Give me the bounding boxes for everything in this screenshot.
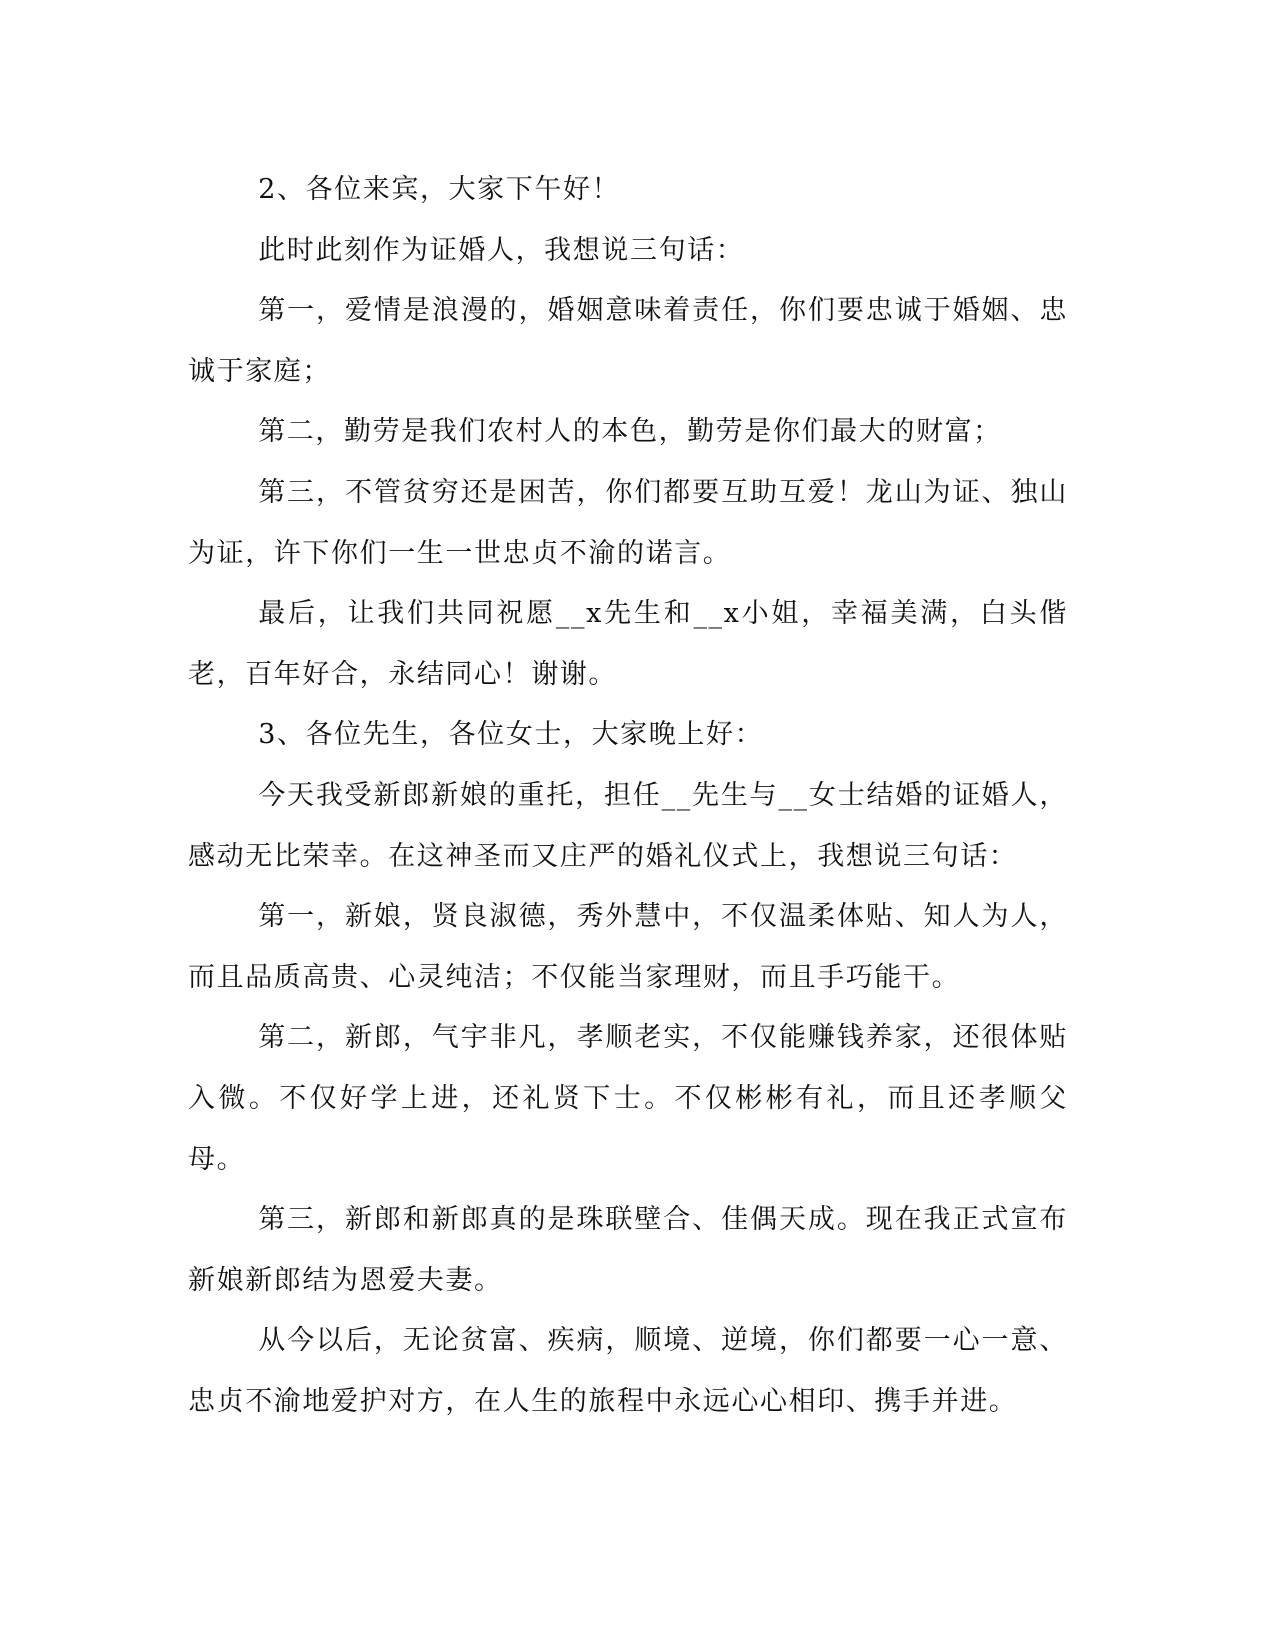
paragraph: 今天我受新郎新娘的重托，担任__先生与__女士结婚的证婚人，感动无比荣幸。在这神圣而又庄严的婚礼仪式上，我想说三句话：	[188, 779, 1068, 872]
paragraph: 第一，新娘，贤良淑德，秀外慧中，不仅温柔体贴、知人为人，而且品质高贵、心灵纯洁；不仅能当家理财，而且手巧能干。	[188, 901, 1068, 993]
paragraph: 2、各位来宾，大家下午好！	[258, 174, 621, 205]
paragraph: 第一，爱情是浪漫的，婚姻意味着责任，你们要忠诚于婚姻、忠诚于家庭；	[188, 295, 1068, 387]
paragraph: 3、各位先生，各位女士，大家晚上好：	[258, 719, 764, 751]
paragraph: 第二，新郎，气宇非凡，孝顺老实，不仅能赚钱养家，还很体贴入微。不仅好学上进，还礼贤下士。不仅彬彬有礼，而且还孝顺父母。	[188, 1022, 1068, 1175]
paragraph: 此时此刻作为证婚人，我想说三句话：	[258, 234, 745, 266]
paragraph: 第二，勤劳是我们农村人的本色，勤劳是你们最大的财富；	[258, 416, 1002, 448]
paragraph: 第三，不管贫穷还是困苦，你们都要互助互爱！龙山为证、独山为证，许下你们一生一世忠贞不渝的诺言。	[188, 476, 1068, 569]
document-body	[188, 160, 1068, 1432]
paragraph: 从今以后，无论贫富、疾病，顺境、逆境，你们都要一心一意、忠贞不渝地爱护对方，在人生的旅程中永远心心相印、携手并进。	[188, 1325, 1068, 1417]
paragraph: 最后，让我们共同祝愿__x先生和__x小姐，幸福美满，白头偕老，百年好合，永结同心！谢谢。	[188, 598, 1068, 690]
paragraph: 第三，新郎和新郎真的是珠联壁合、佳偶天成。现在我正式宣布新娘新郎结为恩爱夫妻。	[188, 1204, 1068, 1296]
